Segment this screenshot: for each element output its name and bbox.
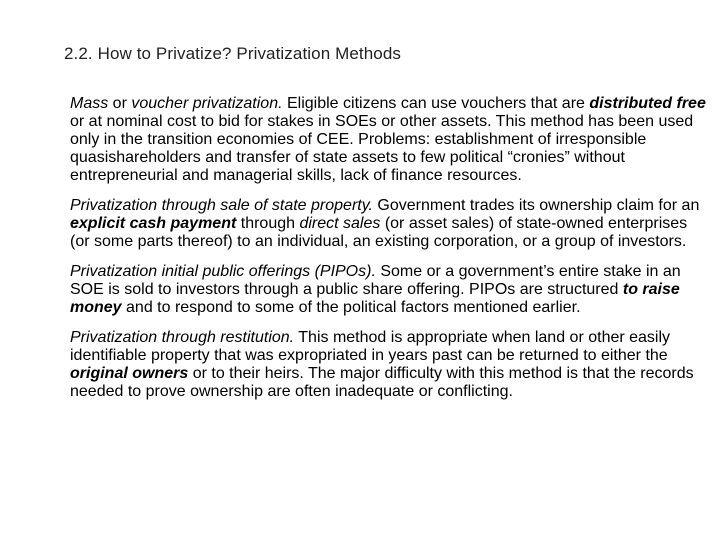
text-segment: or to their heirs. The major difficulty with this method is that the records needed to prove ownership are often inadequate or conflicting. xyxy=(70,365,694,400)
text-segment: and to respond to some of the political factors mentioned earlier. xyxy=(121,299,581,316)
text-segment: voucher privatization. xyxy=(131,95,283,112)
text-segment: or xyxy=(108,95,132,112)
text-segment: (or asset sales) of state-owned enterprises (or some parts thereof) to an individual, an existing corporation, or a group of investors. xyxy=(70,215,688,250)
slide-title: 2.2. How to Privatize? Privatization Methods xyxy=(64,44,401,63)
paragraph-pipos xyxy=(70,263,710,317)
text-segment: to raise money xyxy=(70,281,680,316)
paragraph-mass-privatization xyxy=(70,95,710,185)
paragraph-sale-of-state-property xyxy=(70,197,710,251)
text-segment: Privatization through sale of state property. xyxy=(70,197,373,214)
text-segment: Privatization initial public offerings (PIPOs). xyxy=(70,263,376,280)
text-segment: Eligible citizens can use vouchers that are xyxy=(282,95,590,112)
text-segment: Mass xyxy=(70,95,109,112)
text-segment: Privatization through restitution. xyxy=(70,329,295,346)
text-segment: explicit cash payment xyxy=(70,215,237,232)
text-segment: through xyxy=(236,215,300,232)
slide-body xyxy=(70,95,710,413)
text-segment: or at nominal cost to bid for stakes in SOEs or other assets. This method has been used only in the transition economies of CEE. Problems: establishment of irresponsible quasishareholders and transfer of state assets to few political “cronies” without entrepreneurial and managerial skills, lack of finance resources. xyxy=(70,113,694,184)
text-segment: Some or a government’s entire stake in an SOE is sold to investors through a public share offering. PIPOs are structured xyxy=(70,263,681,298)
text-segment: original owners xyxy=(70,365,189,382)
paragraph-restitution xyxy=(70,329,710,401)
text-segment: Government trades its ownership claim for an xyxy=(372,197,700,214)
text-segment: This method is appropriate when land or other easily identifiable property that was expropriated in years past can be returned to either the xyxy=(70,329,671,364)
text-segment: distributed free xyxy=(589,95,706,112)
text-segment: direct sales xyxy=(299,215,381,232)
